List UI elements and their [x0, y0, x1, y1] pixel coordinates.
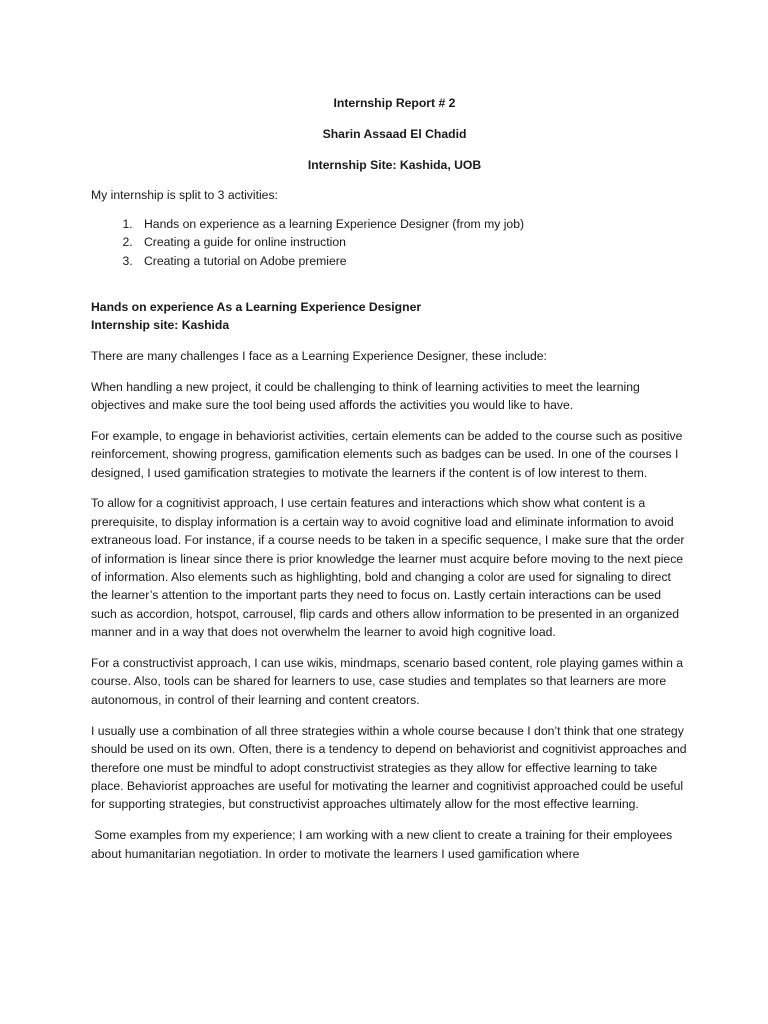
- list-item: 2. Creating a guide for online instruction: [136, 233, 690, 251]
- paragraph: Some examples from my experience; I am working with a new client to create a training for their employees about humanitarian negotiation. In order to motivate the learners I used gamification where: [91, 828, 676, 861]
- internship-site: Internship Site: Kashida, UOB: [307, 157, 482, 172]
- section-site: Internship site: Kashida: [91, 318, 230, 333]
- author-name: Sharin Assaad El Chadid: [322, 126, 467, 141]
- paragraph: There are many challenges I face as a Learning Experience Designer, these include:: [91, 348, 547, 363]
- paragraph: When handling a new project, it could be challenging to think of learning activities to meet the learning objectives and make sure the tool being used affords the activities you would like to have.: [91, 379, 640, 413]
- paragraph: For example, to engage in behaviorist activities, certain elements can be added to the course such as positive reinforcement, showing progress, gamification elements such as badges can be used. In one of the courses I designed, I used gamification strategies to motivate the learners if the content is of low interest to them.: [91, 428, 683, 480]
- paragraph: I usually use a combination of all three strategies within a whole course because I don’t think that one strategy should be used on its own. Often, there is a tendency to depend on behaviorist and cognitivist approaches and therefore one must be mindful to adopt constructivist strategies as they allow for effective learning to take place. Behaviorist approaches are useful for motivating the learner and cognitivist approached could be useful for supporting strategies, but constructivist approaches ultimately allow for the most effective learning.: [91, 723, 687, 812]
- list-item: 1. Hands on experience as a learning Experience Designer (from my job): [136, 215, 690, 233]
- section-heading-block: [91, 298, 690, 335]
- intro-text: My internship is split to 3 activities:: [91, 188, 278, 203]
- section-heading: Hands on experience As a Learning Experience Designer: [91, 300, 422, 315]
- report-title: Internship Report # 2: [333, 96, 456, 110]
- activities-list: [91, 215, 690, 270]
- paragraph: To allow for a cognitivist approach, I use certain features and interactions which show what content is a prerequisite, to display information is a certain way to avoid cognitive load and eliminate information to avoid extraneous load. For instance, if a course needs to be taken in a specific sequence, I make sure that the order of information is linear since there is prior knowledge the learner must acquire before moving to the next piece of information. Also elements such as highlighting, bold and changing a color are used for signaling to direct the learner’s attention to the important parts they need to focus on. Lastly certain interactions can be used such as accordion, hotspot, carrousel, flip cards and others allow information to be presented in an organized manner and in a way that does not overwhelm the learner to avoid high cognitive load.: [91, 496, 685, 640]
- list-item: 3. Creating a tutorial on Adobe premiere: [136, 252, 690, 270]
- paragraph: For a constructivist approach, I can use wikis, mindmaps, scenario based content, role playing games within a course. Also, tools can be shared for learners to use, case studies and templates so that learners are more autonomous, in control of their learning and content creators.: [91, 656, 684, 707]
